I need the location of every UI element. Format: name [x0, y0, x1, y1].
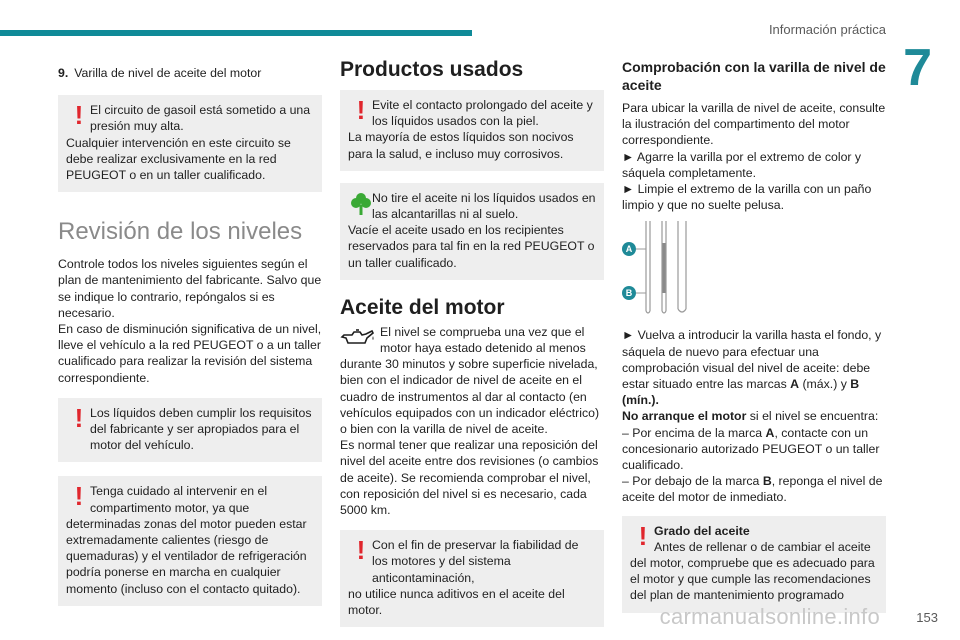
column-1 — [58, 60, 322, 606]
header-accent-bar — [0, 30, 472, 36]
paragraph: No arranque el motor si el nivel se encuentra: — [622, 409, 879, 424]
exclamation-icon: ! — [356, 535, 366, 566]
warning-note — [622, 516, 886, 613]
note-title: Grado del aceite — [654, 523, 750, 538]
note-lead: Evite el contacto prolongado del aceite y los líquidos usados con la piel. — [372, 98, 593, 129]
warning-note — [58, 398, 322, 463]
exclamation-icon: ! — [356, 95, 366, 125]
section-title: Comprobación con la varilla de nivel de aceite — [622, 59, 886, 93]
exclamation-icon: ! — [74, 402, 84, 433]
paragraph: En caso de disminución significativa de un nivel, lleve el vehículo a la red PEUGEOT o a un taller cualificado para realizar la revisión del sistema correspondiente. — [58, 322, 322, 385]
dash-item: – Por encima de la marca A, contacte con un concesionario autorizado PEUGEOT o un taller cualificado. — [622, 425, 880, 473]
section-title: Aceite del motor — [340, 295, 505, 319]
environment-note — [340, 183, 604, 280]
marker-a: A — [622, 242, 636, 256]
note-body: Cualquier intervención en este circuito se debe realizar exclusivamente en la red PEUGEOT o en un taller cualificado. — [66, 135, 291, 183]
chapter-number: 7 — [903, 39, 932, 97]
note-lead: Los líquidos deben cumplir los requisitos del fabricante y ser apropiados para el motor del vehículo. — [90, 405, 312, 453]
warning-note — [340, 530, 604, 627]
warning-note — [340, 90, 604, 171]
warning-note — [58, 95, 322, 192]
note-body: La mayoría de estos líquidos son nocivos para la salud, e incluso muy corrosivos. — [348, 130, 574, 161]
warning-note — [58, 476, 322, 605]
item-number: 9. — [58, 66, 69, 80]
note-lead: No tire el aceite ni los líquidos usados en las alcantarillas ni al suelo. — [372, 190, 596, 222]
note-lead: Antes de rellenar o de cambiar el aceite — [654, 539, 871, 554]
paragraph: Controle todos los niveles siguientes según el plan de mantenimiento del fabricante. Salvo que se indique lo contrario, repóngalos si es necesario. — [58, 257, 322, 320]
oil-can-icon — [340, 326, 376, 348]
note-lead: El circuito de gasoil está sometido a una presión muy alta. — [90, 103, 311, 134]
marker-b: B — [622, 286, 636, 300]
watermark: carmanualsonline.info — [659, 604, 880, 629]
step: ► Vuelva a introducir la varilla hasta el fondo, y sáquela de nuevo para efectuar una comprobación visual del nivel de aceite: debe estar situado entre las marcas A (máx.) y B (mín.). — [622, 328, 882, 408]
paragraph: El nivel se comprueba una vez que el motor haya estado detenido al menos durante 30 minutos y sobre superficie nivelada, bien con el indicador de nivel de aceite en el cuadro de instrumentos al dar al contacto (en vehículos equipados con un indicador eléctrico) o bien con la varilla de nivel de aceite. — [340, 324, 600, 437]
exclamation-icon: ! — [74, 481, 84, 512]
exclamation-icon: ! — [74, 100, 84, 131]
oil-paragraph — [340, 324, 604, 437]
note-body: determinadas zonas del motor pueden estar extremadamente calientes (riesgo de quemaduras) y el ventilador de refrigeración podría ponerse en marcha en cualquier momento (incluso con el contacto quitado). — [66, 516, 307, 596]
exclamation-icon: ! — [638, 520, 648, 551]
header-title: Información práctica — [768, 22, 886, 37]
page-number: 153 — [916, 610, 938, 625]
note-lead: Tenga cuidado al intervenir en el compartimento motor, ya que — [90, 484, 268, 515]
column-3 — [622, 58, 886, 613]
step: ► Agarre la varilla por el extremo de color y sáquela completamente. — [622, 149, 862, 180]
paragraph: Es normal tener que realizar una reposición del nivel del aceite entre dos revisiones (o cambios de aceite). Se recomienda comprobar el nivel, con reposición del nivel si es necesario, cada 5000 km. — [340, 438, 599, 518]
numbered-item — [58, 65, 322, 81]
dipstick-illustration — [622, 221, 702, 317]
paragraph: Para ubicar la varilla de nivel de aceite, consulte la ilustración del compartimento del motor correspondiente. — [622, 101, 886, 148]
note-body: del motor, compruebe que es adecuado para el motor y que cumple las recomendaciones del plan de mantenimiento programado — [630, 556, 875, 603]
tree-icon — [350, 191, 372, 217]
section-title: Productos usados — [340, 58, 524, 81]
column-2 — [340, 58, 604, 627]
step: ► Limpie el extremo de la varilla con un paño limpio y que no suelte pelusa. — [622, 182, 872, 213]
note-body: Vacíe el aceite usado en los recipientes reservados para tal fin en la red PEUGEOT o un taller cualificado. — [348, 223, 595, 270]
note-body: no utilice nunca aditivos en el aceite del motor. — [348, 586, 565, 618]
note-lead: Con el fin de preservar la fiabilidad de los motores y del sistema anticontaminación, — [372, 538, 579, 585]
item-text: Varilla de nivel de aceite del motor — [74, 66, 262, 80]
dash-item: – Por debajo de la marca B, reponga el nivel de aceite del motor de inmediato. — [622, 474, 883, 505]
section-title: Revisión de los niveles — [58, 218, 303, 246]
